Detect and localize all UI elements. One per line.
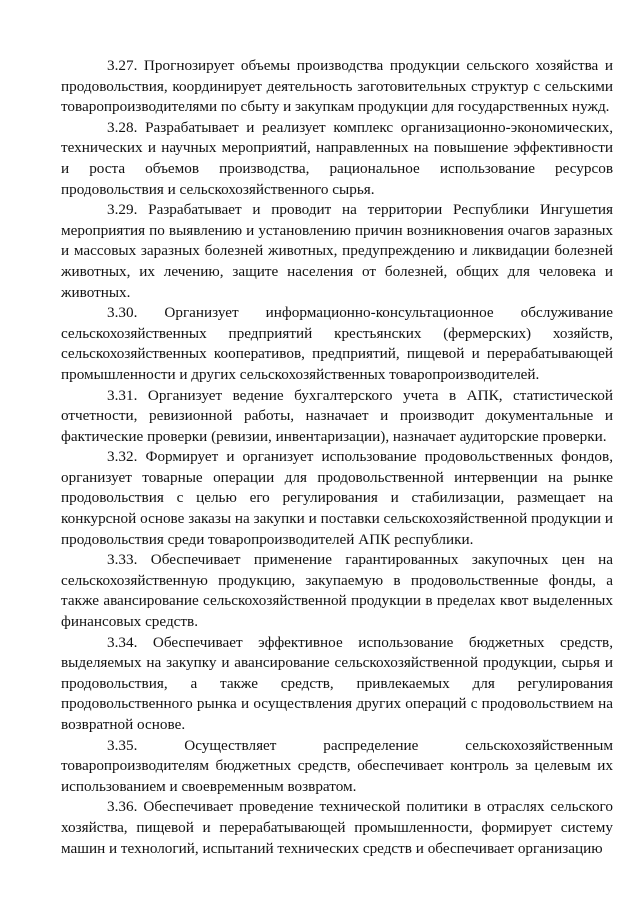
paragraph-3-31: 3.31. Организует ведение бухгалтерского учета в АПК, статистической отчетности, ревизионной работы, назначает и производит документальные и фактические проверки (ревизии, инвентаризации), назначает аудиторские проверки.	[61, 386, 613, 445]
document-page	[61, 56, 613, 859]
paragraph-3-29: 3.29. Разрабатывает и проводит на территории Республики Ингушетия мероприятия по выявлению и установлению причин возникновения очагов заразных и массовых заразных болезней животных, предупреждению и ликвидации болезней животных, их лечению, защите населения от болезней, общих для человека и животных.	[61, 201, 613, 301]
paragraph-3-30: 3.30. Организует информационно-консультационное обслуживание сельскохозяйственных предприятий крестьянских (фермерских) хозяйств, сельскохозяйственных кооперативов, предприятий, пищевой и перерабатывающей промышленности и других сельскохозяйственных товаропроизводителей.	[61, 304, 613, 383]
paragraph-3-34: 3.34. Обеспечивает эффективное использование бюджетных средств, выделяемых на закупку и авансирование сельскохозяйственной продукции, сырья и продовольствия, а также средств, привлекаемых для регулирования продовольственного рынка и осуществления других операций с продовольствием на возвратной основе.	[61, 633, 613, 733]
paragraph-3-35: 3.35. Осуществляет распределение сельскохозяйственным товаропроизводителям бюджетных средств, обеспечивает контроль за целевым их использованием и своевременным возвратом.	[61, 736, 613, 795]
paragraph-3-33: 3.33. Обеспечивает применение гарантированных закупочных цен на сельскохозяйственную продукцию, закупаемую в продовольственные фонды, а также авансирование сельскохозяйственной продукции в пределах квот выделенных финансовых средств.	[61, 551, 613, 631]
paragraph-3-32: 3.32. Формирует и организует использование продовольственных фондов, организует товарные операции для продовольственной интервенции на рынке продовольствия с целью его регулирования и стабилизации, размещает на конкурсной основе заказы на закупки и поставки сельскохозяйственной продукции и продовольствия среди товаропроизводителей АПК республики.	[61, 448, 613, 548]
paragraph-3-36: 3.36. Обеспечивает проведение технической политики в отраслях сельского хозяйства, пищевой и перерабатывающей промышленности, формирует систему машин и технологий, испытаний технических средств и обеспечивает организацию	[61, 798, 613, 857]
paragraph-3-27: 3.27. Прогнозирует объемы производства продукции сельского хозяйства и продовольствия, координирует деятельность заготовительных структур с сельскими товаропроизводителями по сбыту и закупкам продукции для государственных нужд.	[61, 57, 613, 116]
paragraph-3-28: 3.28. Разрабатывает и реализует комплекс организационно-экономических, технических и научных мероприятий, направленных на повышение эффективности и роста объемов производства, рациональное использование ресурсов продовольствия и сельскохозяйственного сырья.	[61, 118, 613, 198]
